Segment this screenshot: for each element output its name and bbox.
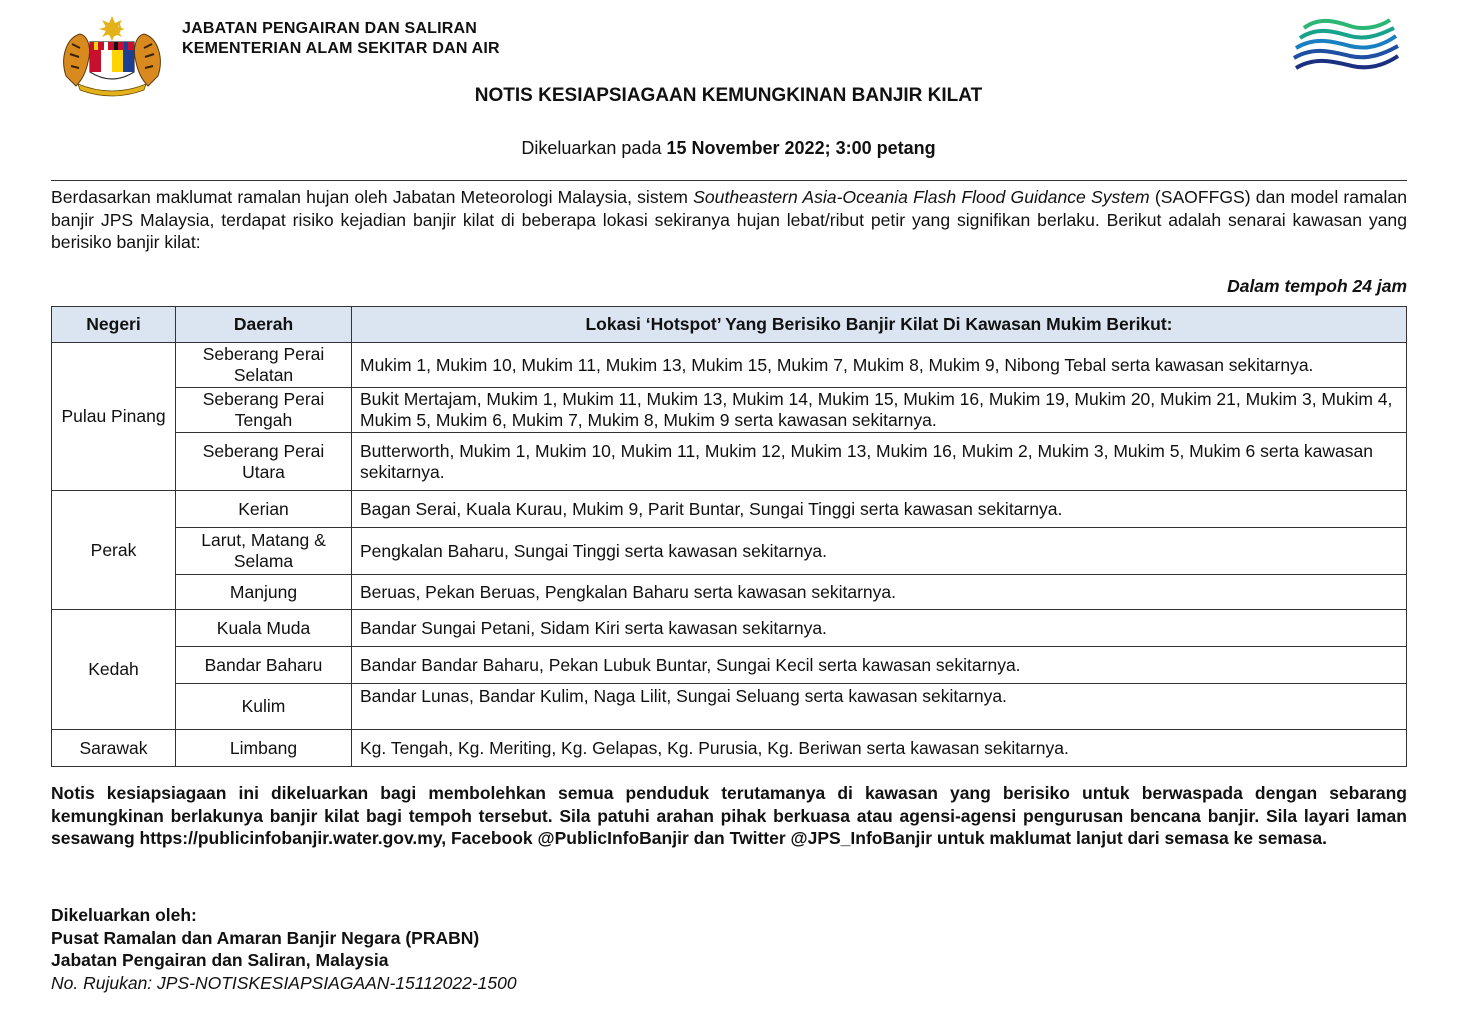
district-cell: Kulim [176,684,352,730]
district-cell: Seberang Perai Utara [176,433,352,491]
agency-header [182,19,500,59]
district-cell: Kerian [176,491,352,528]
issuer-block [51,904,517,994]
location-cell: Butterworth, Mukim 1, Mukim 10, Mukim 11, Mukim 12, Mukim 13, Mukim 16, Mukim 2, Mukim 3, Mukim 5, Mukim 6 serta kawasan sekitarnya. [352,433,1407,491]
header-daerah: Daerah [176,307,352,343]
location-cell: Bagan Serai, Kuala Kurau, Mukim 9, Parit Buntar, Sungai Tinggi serta kawasan sekitarnya. [352,491,1407,528]
state-cell: Perak [52,491,176,610]
header-lokasi: Lokasi ‘Hotspot’ Yang Berisiko Banjir Kilat Di Kawasan Mukim Berikut: [352,307,1407,343]
forecast-period: Dalam tempoh 24 jam [1227,276,1407,296]
intro-part2: (SAOFFGS) dan model ramalan banjir JPS Malaysia, terdapat risiko kejadian banjir kilat di beberapa lokasi sekiranya hujan lebat/ribut petir yang signifikan berlaku. Berikut adalah senarai kawasan yang berisiko banjir kilat: [51,187,1407,252]
issued-prefix: Dikeluarkan pada [521,138,662,158]
state-cell: Kedah [52,610,176,730]
table-header-row [52,307,1407,343]
district-cell: Seberang Perai Tengah [176,388,352,433]
closing-paragraph: Notis kesiapsiagaan ini dikeluarkan bagi membolehkan semua penduduk terutamanya di kawasan yang berisiko untuk berwaspada dengan sebarang kemungkinan berlakunya banjir kilat bagi tempoh tersebut. Sila patuhi arahan pihak berkuasa atau agensi-agensi pengurusan bencana banjir. Sila layari laman sesawang https://publicinfobanjir.water.gov.my, Facebook @PublicInfoBanjir dan Twitter @JPS_InfoBanjir untuk maklumat lanjut dari semasa ke semasa. [51,783,1407,848]
location-cell: Bandar Lunas, Bandar Kulim, Naga Lilit, Sungai Seluang serta kawasan sekitarnya. [352,684,1407,730]
table-row [52,730,1407,767]
table-row [52,343,1407,388]
intro-part1: Berdasarkan maklumat ramalan hujan oleh Jabatan Meteorologi Malaysia, sistem [51,187,688,207]
issuing-department: Jabatan Pengairan dan Saliran, Malaysia [51,950,389,970]
district-cell: Bandar Baharu [176,647,352,684]
location-cell: Pengkalan Baharu, Sungai Tinggi serta kawasan sekitarnya. [352,528,1407,575]
district-cell: Limbang [176,730,352,767]
ministry-name: KEMENTERIAN ALAM SEKITAR DAN AIR [182,40,500,57]
table-row [52,647,1407,684]
location-cell: Mukim 1, Mukim 10, Mukim 11, Mukim 13, Mukim 15, Mukim 7, Mukim 8, Mukim 9, Nibong Tebal serta kawasan sekitarnya. [352,343,1407,388]
table-row [52,491,1407,528]
location-cell: Beruas, Pekan Beruas, Pengkalan Baharu serta kawasan sekitarnya. [352,575,1407,610]
hotspot-table [51,306,1407,767]
jps-wave-logo-icon [1290,14,1400,74]
district-cell: Kuala Muda [176,610,352,647]
table-row [52,388,1407,433]
issued-by-label: Dikeluarkan oleh: [51,905,197,925]
issuing-center: Pusat Ramalan dan Amaran Banjir Negara (PRABN) [51,927,480,948]
state-cell: Pulau Pinang [52,343,176,491]
intro-paragraph [51,186,1407,254]
state-cell: Sarawak [52,730,176,767]
location-cell: Kg. Tengah, Kg. Meriting, Kg. Gelapas, Kg. Purusia, Kg. Beriwan serta kawasan sekitarnya. [352,730,1407,767]
district-cell: Manjung [176,575,352,610]
location-cell: Bandar Bandar Baharu, Pekan Lubuk Buntar, Sungai Kecil serta kawasan sekitarnya. [352,647,1407,684]
divider [51,180,1407,181]
issued-datetime: 15 November 2022; 3:00 petang [666,138,936,158]
agency-name: JABATAN PENGAIRAN DAN SALIRAN [182,20,477,37]
table-row [52,684,1407,730]
table-row [52,528,1407,575]
location-cell: Bukit Mertajam, Mukim 1, Mukim 11, Mukim 13, Mukim 14, Mukim 15, Mukim 16, Mukim 19, Mukim 20, Mukim 21, Mukim 3, Mukim 4, Mukim 5, Mukim 6, Mukim 7, Mukim 8, Mukim 9 serta kawasan sekitarnya. [352,388,1407,433]
notice-title: NOTIS KESIAPSIAGAAN KEMUNGKINAN BANJIR KILAT [474,85,983,106]
district-cell: Seberang Perai Selatan [176,343,352,388]
header-negeri: Negeri [52,307,176,343]
issued-date [0,138,1457,159]
table-row [52,575,1407,610]
location-cell: Bandar Sungai Petani, Sidam Kiri serta kawasan sekitarnya. [352,610,1407,647]
table-row [52,433,1407,491]
district-cell: Larut, Matang & Selama [176,528,352,575]
reference-number: No. Rujukan: JPS-NOTISKESIAPSIAGAAN-15112022-1500 [51,972,517,993]
system-name: Southeastern Asia-Oceania Flash Flood Guidance System [693,187,1150,207]
table-row [52,610,1407,647]
